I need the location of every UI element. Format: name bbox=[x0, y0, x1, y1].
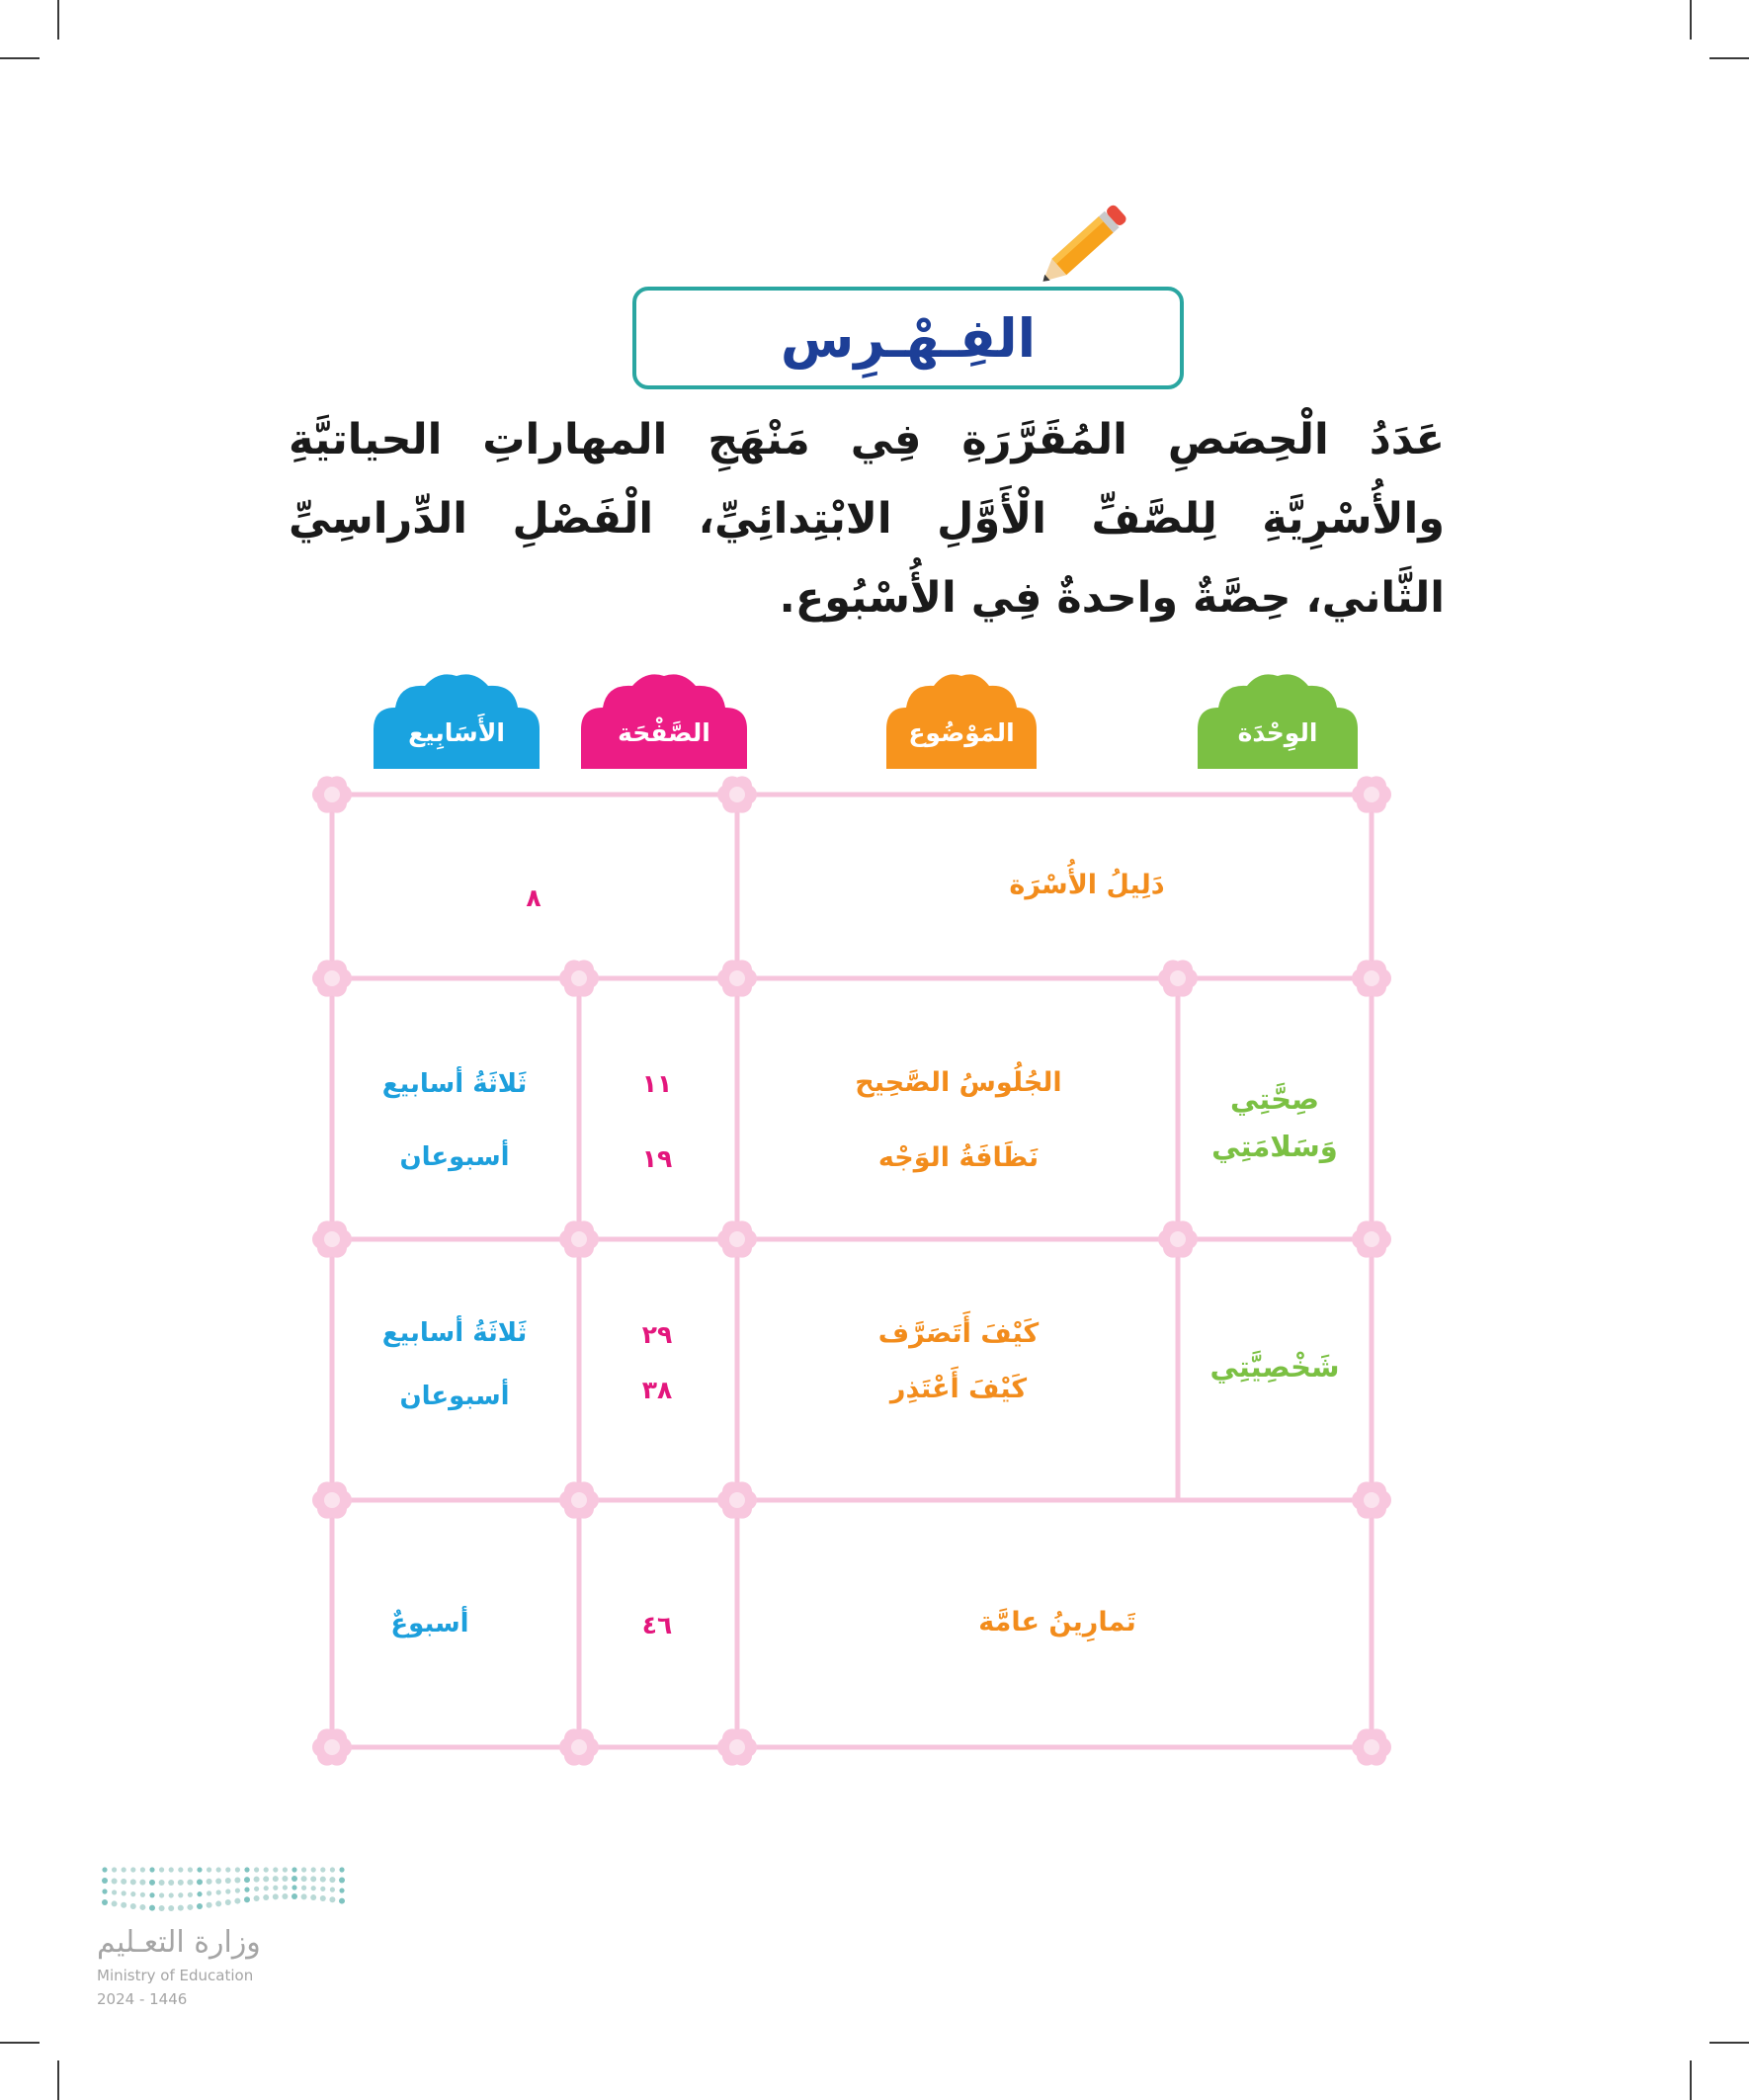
logo-dot bbox=[140, 1892, 145, 1897]
flower-decoration bbox=[717, 1220, 757, 1257]
logo-dot bbox=[216, 1867, 221, 1872]
intro-paragraph: عَدَدُ الْحِصَصِ المُقَرَّرَةِ فِي مَنْهَجِ المهاراتِ الحياتيَّةِ والأُسْرِيَّةِ لِلصَّفِّ الْأَوَّلِ الابْتِدائِيِّ، الْفَصْلِ الدِّراسِيِّ الثَّاني، حِصَّةٌ واحدةٌ فِي الأُسْبُوع. bbox=[289, 415, 1445, 623]
logo-dot bbox=[112, 1890, 117, 1894]
logo-dot bbox=[149, 1892, 154, 1897]
logo-dot bbox=[130, 1867, 135, 1872]
logo-dot bbox=[339, 1888, 344, 1892]
weeks-count: ثَلاثَةُ أسابيع bbox=[381, 1318, 528, 1348]
logo-dot bbox=[102, 1889, 107, 1893]
logo-dot bbox=[207, 1867, 211, 1872]
logo-dot bbox=[254, 1867, 259, 1872]
unit-line: وَسَلامَتِي bbox=[1211, 1130, 1338, 1163]
logo-dot bbox=[130, 1891, 135, 1896]
logo-dot bbox=[339, 1878, 345, 1884]
logo-dot bbox=[159, 1905, 165, 1911]
edition-year: 2024 - 1446 bbox=[97, 1990, 188, 2008]
topic-family-guide: دَلِيلُ الأُسْرَة bbox=[1009, 870, 1165, 900]
logo-dot bbox=[244, 1896, 250, 1902]
logo-dot bbox=[311, 1886, 316, 1890]
logo-dot bbox=[168, 1905, 174, 1911]
logo-dot bbox=[207, 1902, 212, 1908]
logo-dot bbox=[339, 1867, 344, 1872]
page-number: ١١ bbox=[641, 1069, 673, 1098]
logo-dot bbox=[139, 1880, 145, 1886]
logo-dot bbox=[310, 1894, 316, 1900]
logo-dot bbox=[320, 1867, 325, 1872]
flower-decoration bbox=[1352, 1481, 1391, 1518]
weeks-count: أسبوعان bbox=[399, 1142, 510, 1172]
logo-dot bbox=[273, 1893, 279, 1899]
logo-dot bbox=[187, 1904, 193, 1910]
logo-dot bbox=[149, 1880, 155, 1886]
logo-dot bbox=[178, 1880, 184, 1886]
logo-dot bbox=[178, 1867, 183, 1872]
logo-dot bbox=[169, 1867, 174, 1872]
flower-decoration bbox=[717, 776, 757, 812]
logo-dot bbox=[102, 1878, 108, 1884]
flower-decoration bbox=[1352, 776, 1391, 812]
logo-dot bbox=[311, 1867, 316, 1872]
logo-dot bbox=[187, 1880, 193, 1886]
logo-dot bbox=[292, 1876, 297, 1882]
logo-dot bbox=[159, 1892, 164, 1897]
logo-dot bbox=[310, 1876, 316, 1882]
logo-dot bbox=[121, 1879, 126, 1885]
logo-dot bbox=[197, 1891, 202, 1896]
unit-personality: شَخْصِيَّتِي bbox=[1209, 1350, 1340, 1384]
logo-dot bbox=[235, 1867, 240, 1872]
page-title: الفِـهْـرِس bbox=[780, 306, 1037, 370]
logo-dot bbox=[273, 1886, 278, 1890]
logo-dot bbox=[292, 1867, 296, 1872]
logo-dot bbox=[244, 1877, 250, 1883]
logo-dot bbox=[159, 1880, 165, 1886]
logo-dot bbox=[122, 1867, 126, 1872]
logo-dot bbox=[283, 1885, 288, 1890]
logo-dot bbox=[188, 1892, 193, 1897]
page-number: ٣٨ bbox=[641, 1376, 673, 1404]
logo-dot bbox=[139, 1904, 145, 1910]
flower-decoration bbox=[312, 960, 352, 996]
flower-decoration bbox=[1352, 1220, 1391, 1257]
flower-decoration bbox=[1352, 960, 1391, 996]
logo-dot bbox=[149, 1905, 155, 1911]
flower-decoration bbox=[312, 1728, 352, 1765]
unit-health-safety bbox=[1186, 1075, 1364, 1170]
flower-decoration bbox=[717, 1728, 757, 1765]
logo-dot bbox=[197, 1903, 203, 1909]
logo-dot bbox=[178, 1905, 184, 1911]
logo-dot bbox=[301, 1886, 306, 1890]
header-weeks-label: الأَسَابِيع bbox=[408, 718, 505, 747]
unit-line: صِحَّتِي bbox=[1229, 1082, 1320, 1116]
ministry-logo bbox=[97, 1858, 354, 1923]
logo-dot bbox=[320, 1877, 326, 1883]
logo-dot bbox=[225, 1878, 231, 1884]
logo-dot bbox=[263, 1876, 269, 1882]
logo-dot bbox=[254, 1877, 260, 1883]
logo-dot bbox=[330, 1867, 335, 1872]
logo-dot bbox=[330, 1888, 335, 1892]
logo-dot bbox=[273, 1876, 279, 1882]
page-number: ٨ bbox=[526, 883, 541, 912]
logo-dot bbox=[140, 1867, 145, 1872]
header-topic-label: المَوْضُوع bbox=[908, 718, 1015, 747]
logo-dot bbox=[215, 1900, 221, 1906]
logo-dot bbox=[292, 1885, 296, 1890]
flower-decoration bbox=[559, 1728, 599, 1765]
ministry-name-ar: وزارة التعـليم bbox=[97, 1925, 261, 1960]
topic-face-cleaning: نَظَافَةُ الوَجْه bbox=[877, 1142, 1040, 1173]
logo-dot bbox=[207, 1890, 211, 1895]
logo-dot bbox=[188, 1867, 193, 1872]
topic-how-to-apologize: كَيْفَ أَعْتَذِر bbox=[889, 1374, 1028, 1404]
header-page-label: الصَّفْحَة bbox=[618, 718, 710, 747]
logo-dot bbox=[301, 1876, 307, 1882]
ministry-name-en: Ministry of Education bbox=[97, 1967, 254, 1984]
logo-dot bbox=[234, 1898, 240, 1904]
logo-dot bbox=[122, 1890, 126, 1895]
logo-dot bbox=[320, 1887, 325, 1891]
logo-dot bbox=[235, 1888, 240, 1892]
logo-dot bbox=[244, 1888, 249, 1892]
logo-dot bbox=[216, 1890, 221, 1894]
logo-dot bbox=[112, 1900, 118, 1906]
logo-dot bbox=[102, 1867, 107, 1872]
flower-decoration bbox=[1158, 960, 1198, 996]
logo-dot bbox=[273, 1867, 278, 1872]
weeks-count: ثَلاثَةُ أسابيع bbox=[381, 1069, 528, 1099]
logo-dot bbox=[329, 1896, 335, 1902]
logo-dot bbox=[178, 1892, 183, 1897]
logo-dot bbox=[225, 1899, 231, 1905]
flower-decoration bbox=[717, 1481, 757, 1518]
flower-decoration bbox=[312, 1220, 352, 1257]
flower-decoration bbox=[559, 960, 599, 996]
logo-dot bbox=[207, 1879, 212, 1885]
logo-dot bbox=[234, 1878, 240, 1884]
logo-dot bbox=[197, 1867, 202, 1872]
logo-dot bbox=[244, 1867, 249, 1872]
logo-dot bbox=[159, 1867, 164, 1872]
logo-dot bbox=[225, 1867, 230, 1872]
page-number: ١٩ bbox=[641, 1144, 673, 1173]
flower-decoration bbox=[1352, 1728, 1391, 1765]
logo-dot bbox=[169, 1892, 174, 1897]
logo-dot bbox=[329, 1877, 335, 1883]
logo-dot bbox=[130, 1903, 136, 1909]
logo-dot bbox=[215, 1878, 221, 1884]
logo-dot bbox=[320, 1895, 326, 1901]
topic-correct-sitting: الجُلُوسُ الصَّحِيح bbox=[855, 1067, 1062, 1098]
logo-dot bbox=[225, 1889, 230, 1893]
logo-dot bbox=[130, 1879, 136, 1885]
flower-decoration bbox=[312, 1481, 352, 1518]
logo-dot bbox=[339, 1898, 345, 1904]
logo-dot bbox=[168, 1880, 174, 1886]
logo-dot bbox=[301, 1867, 306, 1872]
topic-how-to-behave: كَيْفَ أَتَصَرَّف bbox=[877, 1318, 1040, 1349]
page-number: ٢٩ bbox=[641, 1320, 673, 1349]
logo-dot bbox=[149, 1867, 154, 1872]
logo-dot bbox=[301, 1893, 307, 1899]
logo-dot bbox=[263, 1894, 269, 1900]
page-number: ٤٦ bbox=[641, 1611, 673, 1639]
logo-dot bbox=[112, 1867, 117, 1872]
logo-dot bbox=[121, 1902, 126, 1908]
flower-decoration bbox=[717, 960, 757, 996]
logo-dot bbox=[283, 1867, 288, 1872]
logo-dot bbox=[254, 1895, 260, 1901]
logo-dot bbox=[282, 1893, 288, 1899]
flower-decoration bbox=[312, 776, 352, 812]
logo-dot bbox=[264, 1886, 269, 1890]
weeks-count: أسبوعٌ bbox=[390, 1609, 469, 1638]
logo-dot bbox=[254, 1887, 259, 1891]
logo-dot bbox=[292, 1893, 297, 1899]
logo-dot bbox=[112, 1878, 118, 1884]
header-unit-label: الوِحْدَة bbox=[1237, 718, 1318, 747]
logo-dot bbox=[197, 1879, 203, 1885]
weeks-count: أسبوعان bbox=[399, 1382, 510, 1411]
logo-dot bbox=[264, 1867, 269, 1872]
logo-dot bbox=[282, 1876, 288, 1882]
logo-dot bbox=[102, 1899, 108, 1905]
flower-decoration bbox=[1158, 1220, 1198, 1257]
topic-general-exercises: تَمارِينُ عامَّة bbox=[978, 1607, 1136, 1638]
flower-decoration bbox=[559, 1481, 599, 1518]
flower-decoration bbox=[559, 1220, 599, 1257]
